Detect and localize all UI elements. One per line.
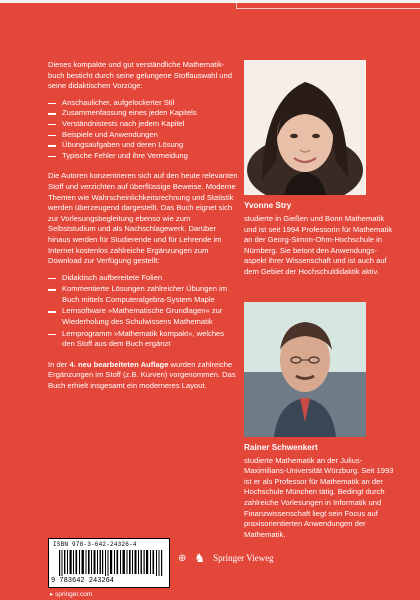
download-item: Lernprogramm »Mathematik kompakt«, welches den Stoff aus dem Buch ergänzt: [48, 329, 238, 350]
description-text: Die Autoren konzentrieren sich auf den heute relevanten Stoff und verzichten auf überflüssige Beweise. Moderne Themen wie Wahrscheinlichkeitsrechnung und Statistik werden überzeugend dargestellt. Das Buch eignet sich zur Vorlesungsbegleitung ebenso wie zum Selbststudium und als Nachschlagewerk. Darüber hinaus werden für Studierende und für Lehrende im Internet kostenlos zahlreiche Ergänzungen zum Download zur Verfügung gestellt:: [48, 171, 238, 266]
author-name-schwenkert: Rainer Schwenkert: [244, 442, 318, 452]
feature-item: Verständnistests nach jedem Kapitel: [48, 119, 238, 130]
author-name-stry: Yvonne Stry: [244, 201, 292, 210]
intro-text: Dieses kompakte und gut verständliche Mathematikbuch besticht durch seine gelungene Stoffauswahl und seine didaktischen Vorzüge:: [48, 60, 232, 91]
left-column: [48, 60, 238, 398]
feature-item: Übungsaufgaben und deren Lösung: [48, 140, 238, 151]
feature-item: Zusammenfassung eines jeden Kapitels: [48, 108, 238, 119]
publisher-logos: [178, 548, 274, 568]
isbn-barcode: [48, 538, 170, 588]
springer-horse-icon: ♞: [194, 551, 206, 565]
feature-item: Typische Fehler und ihre Vermeidung: [48, 151, 238, 162]
publisher-name: Springer Vieweg: [213, 553, 274, 563]
feature-item: Beispiele und Anwendungen: [48, 130, 238, 141]
springer-url[interactable]: ▸ springer.com: [50, 591, 93, 598]
author-bio-schwenkert: studierte Mathematik an der Julius-Maximilians-Universität Würzburg. Seit 1993 ist er als Professor für Mathematik an der Hochschule München tätig. Bedingt durch zahlreiche Vorlesungen in Informatik und Finanzwissenschaft liegt sein Focus auf praxisorientierten Anwendungen der Mathematik.: [244, 455, 394, 539]
author-photo-stry: [244, 60, 366, 195]
download-item: Didaktisch aufbereitete Folien: [48, 273, 238, 284]
isbn-label: ISBN 978-3-642-24326-4: [53, 541, 137, 548]
download-item: Kommentierte Lösungen zahlreicher Übungen im Buch mittels Computeralgebra-System Maple: [48, 284, 238, 305]
barcode-number: 9 783642 243264: [51, 577, 115, 585]
authors-column: [244, 60, 394, 540]
top-stripe: [0, 0, 420, 22]
author-photo-schwenkert: [244, 302, 366, 437]
download-list: [48, 273, 238, 350]
ebook-icon: ⊕: [178, 552, 187, 564]
features-list: [48, 98, 238, 162]
barcode-icon: [59, 550, 163, 576]
author-bio-stry: studierte in Gießen und Bonn Mathematik und ist seit 1994 Professorin für Mathematik an der Georg-Simon-Ohm-Hochschule in Nürnberg. Sie betont den Anwendungsaspekt ihrer Wissenschaft und ist auch auf dem Gebiet der Hochschuldidaktik aktiv.: [244, 214, 393, 276]
download-item: Lernsoftware »Mathematische Grundlagen« zur Wiederholung des Schulwissens Mathematik: [48, 306, 238, 327]
feature-item: Anschaulicher, aufgelockerter Stil: [48, 98, 238, 109]
edition-highlight: 4. neu bearbeiteten Auflage: [69, 359, 169, 369]
edition-text: In der 4. neu bearbeiteten Auflage wurden zahlreiche Ergänzungen im Stoff (z.B. Kurven) vorgenommen. Das Buch erhielt insgesamt ein moderneres Layout.: [48, 359, 236, 391]
